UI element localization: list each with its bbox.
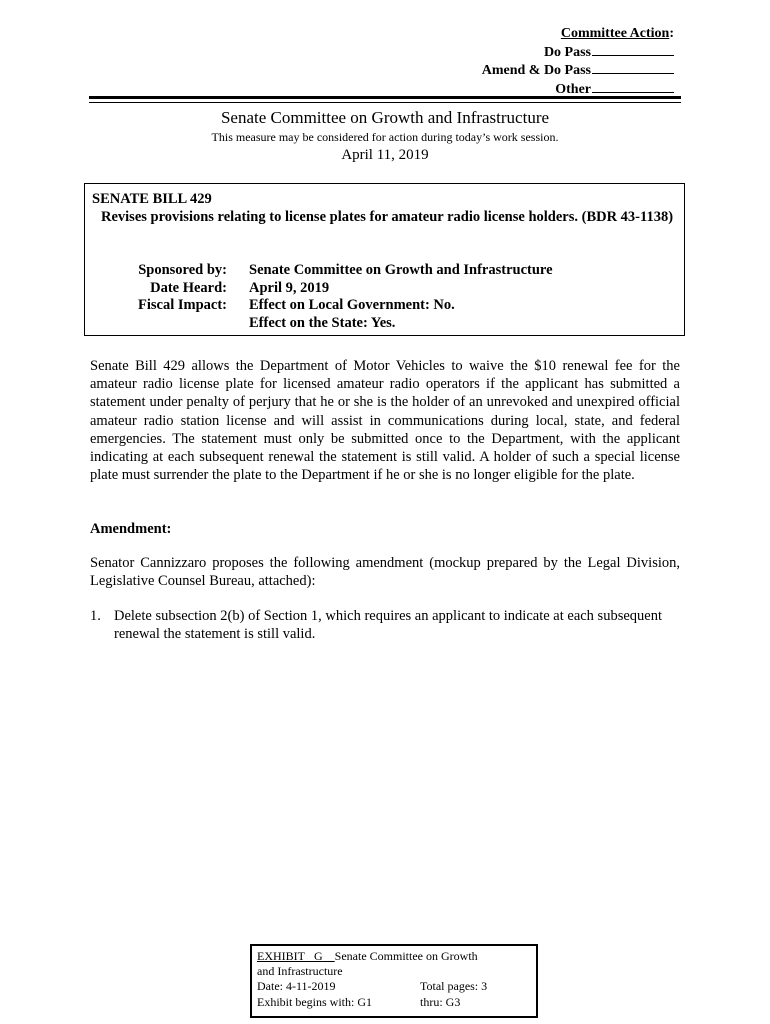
header-rule-thick [89, 96, 681, 99]
exhibit-committee-b: and Infrastructure [257, 964, 343, 979]
amendment-heading: Amendment: [90, 521, 172, 537]
amend-do-pass-label: Amend & Do Pass [481, 63, 591, 78]
fiscal-impact-label: Fiscal Impact: [138, 297, 227, 313]
do-pass-label: Do Pass [543, 44, 591, 60]
bill-meta-values [249, 262, 553, 332]
exhibit-line-2 [257, 964, 537, 979]
committee-action-title-line [374, 26, 674, 43]
committee-action-block [374, 26, 674, 98]
exhibit-stamp-content [257, 949, 537, 1010]
committee-action-title: Committee Action [560, 26, 670, 41]
list-item-text: Delete subsection 2(b) of Section 1, which requires an applicant to indicate at each subsequent renewal the statement is still valid. [114, 608, 662, 643]
exhibit-line-1 [257, 949, 537, 964]
committee-name: Senate Committee on Growth and Infrastructure [220, 108, 550, 127]
do-pass-line [374, 43, 674, 62]
list-item-number: 1. [90, 608, 101, 624]
fiscal-local-value: Effect on Local Government: No. [249, 297, 455, 313]
amend-do-pass-blank [592, 61, 674, 74]
bill-summary: Revises provisions relating to license plates for amateur radio license holders. (BDR 43-1138) [101, 209, 674, 225]
bill-description-paragraph: Senate Bill 429 allows the Department of Motor Vehicles to waive the $10 renewal fee for the amateur radio license plate for licensed amateur radio operators if the applicant has submitted a statement under penalty of perjury that he or she is the holder of an unrevoked and unexpired official amateur radio station license and will assist in communications during local, state, and federal emergencies. The statement must only be submitted once to the Department, with the applicant indicating at each subsequent renewal the statement is still valid. A holder of such a special license plate must surrender the plate to the Department if he or she is no longer eligible for the plate. [90, 358, 680, 484]
exhibit-label [257, 949, 335, 963]
other-blank [592, 80, 674, 93]
exhibit-letter: G [314, 949, 323, 963]
exhibit-total-pages: Total pages: 3 [420, 979, 488, 994]
amend-do-pass-line [374, 61, 674, 80]
do-pass-blank [592, 43, 674, 56]
date-heard-value: April 9, 2019 [249, 279, 330, 296]
bill-number: SENATE BILL 429 [92, 191, 212, 207]
bill-meta-labels [85, 262, 227, 315]
exhibit-line-3 [257, 979, 537, 994]
session-note: This measure may be considered for action during today’s work session. [211, 130, 559, 144]
sponsored-by-value: Senate Committee on Growth and Infrastructure [249, 262, 553, 278]
other-label: Other [555, 81, 591, 97]
header-rule-thin [89, 102, 681, 103]
committee-action-colon: : [669, 26, 674, 41]
exhibit-stamp [250, 944, 538, 1018]
exhibit-word: EXHIBIT [257, 949, 305, 963]
amendment-intro-paragraph: Senator Cannizzaro proposes the following amendment (mockup prepared by the Legal Division, Legislative Counsel Bureau, attached): [90, 555, 680, 590]
meeting-date: April 11, 2019 [341, 147, 429, 163]
fiscal-state-value: Effect on the State: Yes. [249, 314, 396, 331]
exhibit-thru: thru: G3 [420, 994, 461, 1009]
exhibit-begins: Exhibit begins with: G1 [257, 994, 372, 1009]
exhibit-line-4 [257, 995, 537, 1010]
date-heard-label: Date Heard: [150, 279, 227, 296]
exhibit-committee-a: Senate Committee on Growth [334, 949, 478, 963]
exhibit-date: Date: 4-11-2019 [257, 979, 336, 994]
bill-summary-box [84, 183, 685, 336]
sponsored-by-label: Sponsored by: [138, 262, 227, 278]
